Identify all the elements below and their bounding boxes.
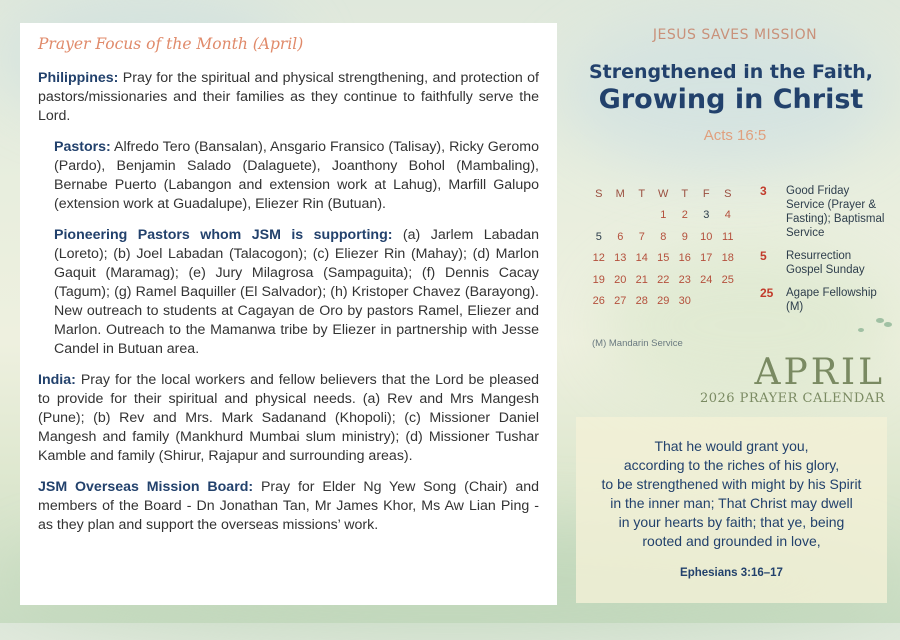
calendar-day: 22 bbox=[657, 273, 670, 286]
verse-line: in your hearts by faith; that ye, being bbox=[618, 514, 845, 530]
board-section bbox=[38, 478, 539, 535]
calendar-day: 4 bbox=[724, 209, 731, 222]
weekday-label: T bbox=[681, 187, 689, 200]
board-text: Pray for Elder Ng Yew Song (Chair) and members of the Board - Dn Jonathan Tan, Mr James Khor, Ms Aw Lian Ping - as they plan and support the overseas missions’ work. bbox=[38, 479, 539, 533]
calendar-day: 15 bbox=[657, 252, 670, 265]
calendar-day: 6 bbox=[617, 230, 624, 243]
india-text: Pray for the local workers and fellow believers that the Lord be pleased to provide for their spiritual and physical needs. (a) Rev and Mrs Mangesh (Pune); (b) Rev and Mrs. Mark Sadanand (Khopoli); (c) Missioner Daniel Mangesh and family (Mankhurd Mumbai slum ministry); (d) Missioner Tushar Kamble and family (Shirur, Rajapur and surrounding areas). bbox=[38, 372, 539, 464]
event-day: 25 bbox=[760, 286, 774, 300]
theme-line-2: Growing in Christ bbox=[598, 84, 864, 115]
calendar-day: 8 bbox=[660, 230, 667, 243]
calendar-title: 2026 PRAYER CALENDAR bbox=[699, 391, 885, 406]
india-section bbox=[38, 371, 539, 466]
calendar-events bbox=[760, 184, 890, 323]
event-item bbox=[760, 249, 890, 277]
weekday-label: M bbox=[615, 187, 625, 200]
weekday-label: T bbox=[638, 187, 646, 200]
calendar-day: 29 bbox=[657, 295, 670, 308]
calendar-day: 9 bbox=[681, 230, 688, 243]
calendar-day: 17 bbox=[700, 252, 713, 265]
calendar-week bbox=[588, 291, 739, 313]
verse-line: according to the riches of his glory, bbox=[623, 457, 840, 473]
prayer-focus-panel bbox=[20, 23, 557, 605]
pastors-text: Alfredo Tero (Bansalan), Ansgario Fransico (Talisay), Ricky Geromo (Pardo), Benjamin Salado (Dalaguete), Joanthony Bohol (Mambaling), Bernabe Puerto (Labangon and extension work at Lahug), Marfill Galupo (extension work at Guadalupe), Eliezer Rin (Butuan). bbox=[54, 139, 539, 212]
event-text: Resurrection Gospel Sunday bbox=[786, 250, 865, 276]
philippines-section bbox=[38, 69, 539, 126]
calendar-day: 13 bbox=[614, 252, 627, 265]
event-text: Good Friday Service (Prayer & Fasting); Baptismal Service bbox=[786, 185, 885, 239]
verse-box bbox=[576, 417, 887, 603]
calendar-day: 1 bbox=[660, 209, 667, 222]
calendar-day: 3 bbox=[703, 209, 710, 222]
board-heading: JSM Overseas Mission Board: bbox=[38, 479, 254, 495]
theme-line-1: Strengthened in the Faith, bbox=[588, 61, 874, 83]
calendar-day: 14 bbox=[635, 252, 648, 265]
calendar-week bbox=[588, 248, 739, 270]
india-heading: India: bbox=[38, 372, 76, 388]
event-day: 3 bbox=[760, 184, 767, 198]
pastors-section bbox=[54, 138, 539, 214]
pioneering-heading: Pioneering Pastors whom JSM is supporting: bbox=[54, 227, 393, 243]
philippines-text: Pray for the spiritual and physical strengthening, and protection of pastors/missionaries and their families as they continue to faithfully serve the Lord. bbox=[38, 70, 539, 124]
verse-citation: Ephesians 3:16–17 bbox=[680, 567, 783, 579]
month-focus-title: Prayer Focus of the Month (April) bbox=[38, 35, 304, 53]
weekday-label: W bbox=[658, 187, 669, 200]
verse-line: in the inner man; That Christ may dwell bbox=[610, 495, 853, 511]
verse-line: That he would grant you, bbox=[654, 438, 809, 454]
event-text: Agape Fellowship (M) bbox=[786, 287, 877, 313]
verse-line: rooted and grounded in love, bbox=[642, 533, 821, 549]
mandarin-note: (M) Mandarin Service bbox=[592, 338, 683, 349]
weekday-header bbox=[588, 183, 739, 205]
calendar-day: 20 bbox=[614, 273, 627, 286]
pioneering-text: (a) Jarlem Labadan (Loreto); (b) Joel Labadan (Talacogon); (c) Eliezer Rin (Mahay); (d) Marlon Gaquit (Maramag); (e) Jury Milagrosa (Sampaguita); (f) Dennis Cacay (Tagum); (g) Ramel Baquiller (El Salvador); (h) Kristoper Chavez (Barayong). New outreach to students at Cagayan de Oro by pastors Ramel, Eliezer and Marlon. Outreach to the Mamanwa tribe by Eliezer in partnership with Jesse Candel in Butuan area. bbox=[54, 227, 540, 357]
event-item bbox=[760, 184, 890, 240]
weekday-label: S bbox=[724, 187, 732, 200]
pioneering-section bbox=[54, 226, 539, 359]
calendar-day: 19 bbox=[592, 273, 605, 286]
theme-reference: Acts 16:5 bbox=[703, 127, 767, 144]
org-name: JESUS SAVES MISSION bbox=[652, 27, 818, 43]
calendar-grid bbox=[588, 183, 739, 312]
calendar-day: 11 bbox=[722, 230, 734, 243]
leaf-decoration bbox=[858, 328, 864, 332]
calendar-day: 7 bbox=[638, 230, 645, 243]
calendar-week bbox=[588, 269, 739, 291]
philippines-heading: Philippines: bbox=[38, 70, 119, 86]
pastors-heading: Pastors: bbox=[54, 139, 111, 155]
verse-line: to be strengthened with might by his Spirit bbox=[601, 476, 862, 492]
month-title: APRIL bbox=[754, 352, 885, 393]
calendar-day: 21 bbox=[635, 273, 648, 286]
leaf-decoration bbox=[884, 322, 892, 327]
event-item bbox=[760, 286, 890, 314]
calendar-day: 23 bbox=[678, 273, 691, 286]
calendar-day: 30 bbox=[678, 295, 691, 308]
calendar-day: 28 bbox=[635, 295, 648, 308]
calendar-day: 16 bbox=[678, 252, 691, 265]
weekday-label: S bbox=[595, 187, 603, 200]
event-day: 5 bbox=[760, 249, 767, 263]
calendar-day: 12 bbox=[592, 252, 605, 265]
calendar-day: 24 bbox=[700, 273, 713, 286]
leaf-decoration bbox=[876, 318, 884, 323]
calendar-day: 2 bbox=[681, 209, 688, 222]
calendar-week bbox=[588, 226, 739, 248]
calendar-day: 10 bbox=[700, 230, 713, 243]
weekday-label: F bbox=[702, 187, 710, 200]
calendar-day: 25 bbox=[721, 273, 734, 286]
calendar-day: 27 bbox=[614, 295, 627, 308]
calendar-day: 26 bbox=[592, 295, 605, 308]
calendar-day: 5 bbox=[595, 230, 602, 243]
calendar-day: 18 bbox=[721, 252, 734, 265]
calendar-week bbox=[588, 205, 739, 227]
